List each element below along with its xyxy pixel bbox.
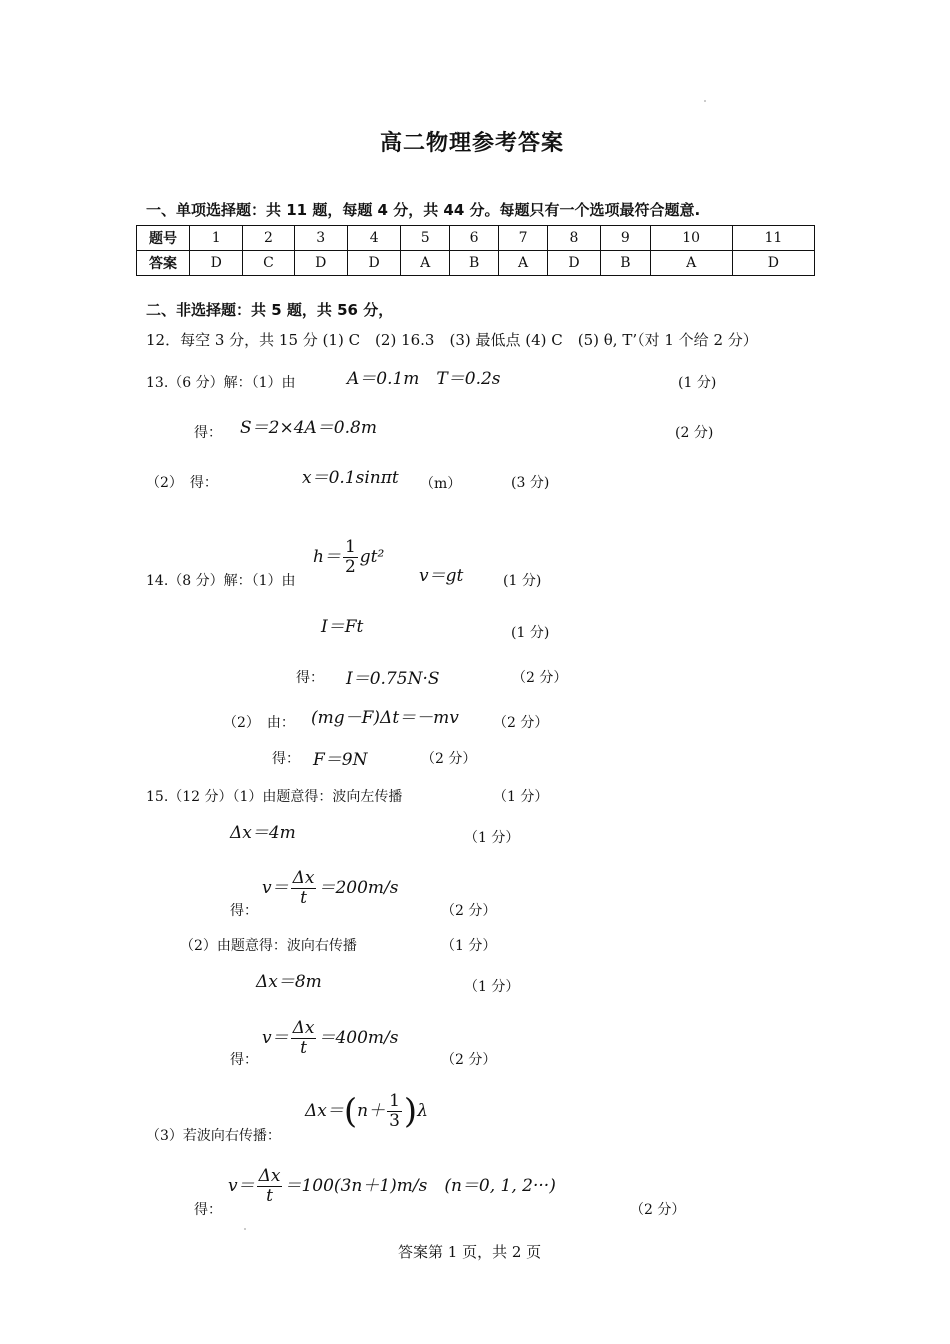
q15-part3: （3）若波向右传播： bbox=[146, 1128, 281, 1144]
q13-eq3-unit: （m） bbox=[420, 476, 462, 492]
q13-part2: （2） 得： bbox=[146, 475, 218, 491]
fraction-denominator: t bbox=[300, 1038, 307, 1058]
q13-de: 得： bbox=[194, 425, 222, 441]
q15-score7: （2 分） bbox=[630, 1202, 686, 1218]
table-cell: A bbox=[499, 251, 548, 276]
q14-eq-I2: I＝0.75N·S bbox=[346, 669, 440, 689]
q14-de: 得： bbox=[296, 670, 324, 686]
q13-score2: (2 分) bbox=[675, 425, 714, 441]
table-cell: 8 bbox=[547, 226, 600, 251]
left-paren: ( bbox=[343, 1091, 358, 1132]
q15-v-lhs: v＝ bbox=[262, 878, 289, 898]
table-cell: C bbox=[243, 251, 294, 276]
q15-dx-over-t-fraction bbox=[257, 1167, 283, 1206]
table-cell: B bbox=[601, 251, 650, 276]
fraction-denominator: t bbox=[266, 1186, 273, 1206]
q14-eq-F: F＝9N bbox=[313, 750, 368, 770]
q14-part2: （2） 由： bbox=[223, 715, 295, 731]
q15-de2: 得： bbox=[230, 1052, 258, 1068]
fraction-denominator: 3 bbox=[389, 1111, 400, 1131]
page-footer: 答案第 1 页，共 2 页 bbox=[398, 1243, 542, 1261]
section2-heading: 二、非选择题：共 5 题，共 56 分， bbox=[146, 301, 394, 319]
table-header-number: 题号 bbox=[137, 226, 190, 251]
scan-speck bbox=[244, 1228, 246, 1230]
q15-dx3-inner: n＋ bbox=[357, 1101, 386, 1121]
table-cell: 2 bbox=[243, 226, 294, 251]
fraction-numerator: Δx bbox=[292, 1018, 315, 1038]
q15-v3-rhs: ＝100(3n＋1)m/s (n＝0, 1, 2···) bbox=[284, 1176, 556, 1196]
fraction-denominator: t bbox=[300, 888, 307, 908]
table-cell: D bbox=[294, 251, 347, 276]
q15-third-fraction bbox=[387, 1092, 402, 1131]
q14-label: 14.（8 分）解：（1）由 bbox=[146, 573, 296, 589]
q15-score5: （1 分） bbox=[464, 979, 520, 995]
q15-v-lhs: v＝ bbox=[228, 1176, 255, 1196]
q14-score5: （2 分） bbox=[421, 751, 477, 767]
q14-score1: (1 分) bbox=[503, 573, 542, 589]
table-cell: A bbox=[401, 251, 450, 276]
q12-answer: 12．每空 3 分，共 15 分 (1) C (2) 16.3 (3) 最低点 (4) C (5) θ, T’（对 1 个给 2 分） bbox=[146, 331, 758, 349]
q15-v2-rhs: ＝400m/s bbox=[318, 1028, 399, 1048]
q14-score2: (1 分) bbox=[511, 625, 550, 641]
q14-eq-h bbox=[313, 538, 384, 577]
q15-score6: （2 分） bbox=[441, 1052, 497, 1068]
table-cell: D bbox=[347, 251, 400, 276]
q15-v-lhs: v＝ bbox=[262, 1028, 289, 1048]
q13-eq1: A＝0.1m T＝0.2s bbox=[347, 369, 501, 389]
q13-score1: (1 分) bbox=[678, 375, 717, 391]
q14-de2: 得： bbox=[272, 751, 300, 767]
table-header-answer: 答案 bbox=[137, 251, 190, 276]
table-cell: B bbox=[449, 251, 498, 276]
section1-heading: 一、单项选择题：共 11 题，每题 4 分，共 44 分。每题只有一个选项最符合题意. bbox=[146, 201, 701, 219]
fraction-numerator: 1 bbox=[389, 1091, 400, 1111]
q14-gt2: gt² bbox=[359, 547, 385, 567]
q15-dx1: Δx＝4m bbox=[230, 823, 296, 843]
q15-v1-rhs: ＝200m/s bbox=[318, 878, 399, 898]
table-cell: 5 bbox=[401, 226, 450, 251]
q14-eq-I: I＝Ft bbox=[321, 617, 364, 637]
q15-de3: 得： bbox=[194, 1202, 222, 1218]
q15-part2: （2）由题意得：波向右传播 bbox=[180, 938, 357, 954]
q15-dx3-lhs: Δx＝ bbox=[305, 1101, 344, 1121]
q14-eq-momentum: (mg－F)Δt＝－mv bbox=[311, 708, 459, 728]
table-cell: 7 bbox=[499, 226, 548, 251]
q15-v1-eq bbox=[262, 869, 399, 908]
q15-score4: （1 分） bbox=[441, 938, 497, 954]
q14-score3: （2 分） bbox=[512, 670, 568, 686]
q13-eq2: S＝2×4A＝0.8m bbox=[240, 418, 377, 438]
table-cell: 11 bbox=[732, 226, 814, 251]
table-cell: A bbox=[650, 251, 732, 276]
table-cell: 3 bbox=[294, 226, 347, 251]
q13-label: 13.（6 分）解：（1）由 bbox=[146, 375, 296, 391]
q15-dx2: Δx＝8m bbox=[256, 972, 322, 992]
q15-v3-eq bbox=[228, 1167, 556, 1206]
q15-dx3-eq bbox=[305, 1092, 428, 1131]
table-cell: D bbox=[190, 251, 243, 276]
table-cell: 10 bbox=[650, 226, 732, 251]
table-row-answers bbox=[137, 251, 815, 276]
scan-speck bbox=[704, 100, 706, 102]
q14-half-fraction bbox=[343, 538, 358, 577]
table-row-numbers bbox=[137, 226, 815, 251]
q15-dx-over-t-fraction bbox=[291, 869, 317, 908]
table-cell: 4 bbox=[347, 226, 400, 251]
q15-dx-over-t-fraction bbox=[291, 1019, 317, 1058]
q15-score2: （1 分） bbox=[464, 830, 520, 846]
table-cell: 6 bbox=[449, 226, 498, 251]
q13-score3: (3 分) bbox=[511, 475, 550, 491]
fraction-numerator: Δx bbox=[258, 1166, 281, 1186]
q15-lambda: λ bbox=[417, 1101, 428, 1121]
q15-v2-eq bbox=[262, 1019, 399, 1058]
table-cell: D bbox=[732, 251, 814, 276]
fraction-numerator: 1 bbox=[344, 537, 356, 557]
fraction-numerator: Δx bbox=[292, 868, 315, 888]
q15-de1: 得： bbox=[230, 903, 258, 919]
page-title: 高二物理参考答案 bbox=[380, 130, 565, 156]
q14-h: h＝ bbox=[313, 547, 341, 567]
q15-label: 15.（12 分）（1）由题意得：波向左传播 bbox=[146, 789, 403, 805]
q13-eq3: x＝0.1sinπt bbox=[302, 468, 399, 488]
q14-eq-v: v＝gt bbox=[419, 566, 464, 586]
q15-score3: （2 分） bbox=[441, 903, 497, 919]
right-paren: ) bbox=[403, 1091, 418, 1132]
table-cell: 1 bbox=[190, 226, 243, 251]
table-cell: D bbox=[547, 251, 600, 276]
table-cell: 9 bbox=[601, 226, 650, 251]
answer-table bbox=[136, 225, 815, 276]
fraction-denominator: 2 bbox=[344, 557, 356, 577]
q15-score1: （1 分） bbox=[493, 789, 549, 805]
q14-score4: （2 分） bbox=[493, 715, 549, 731]
